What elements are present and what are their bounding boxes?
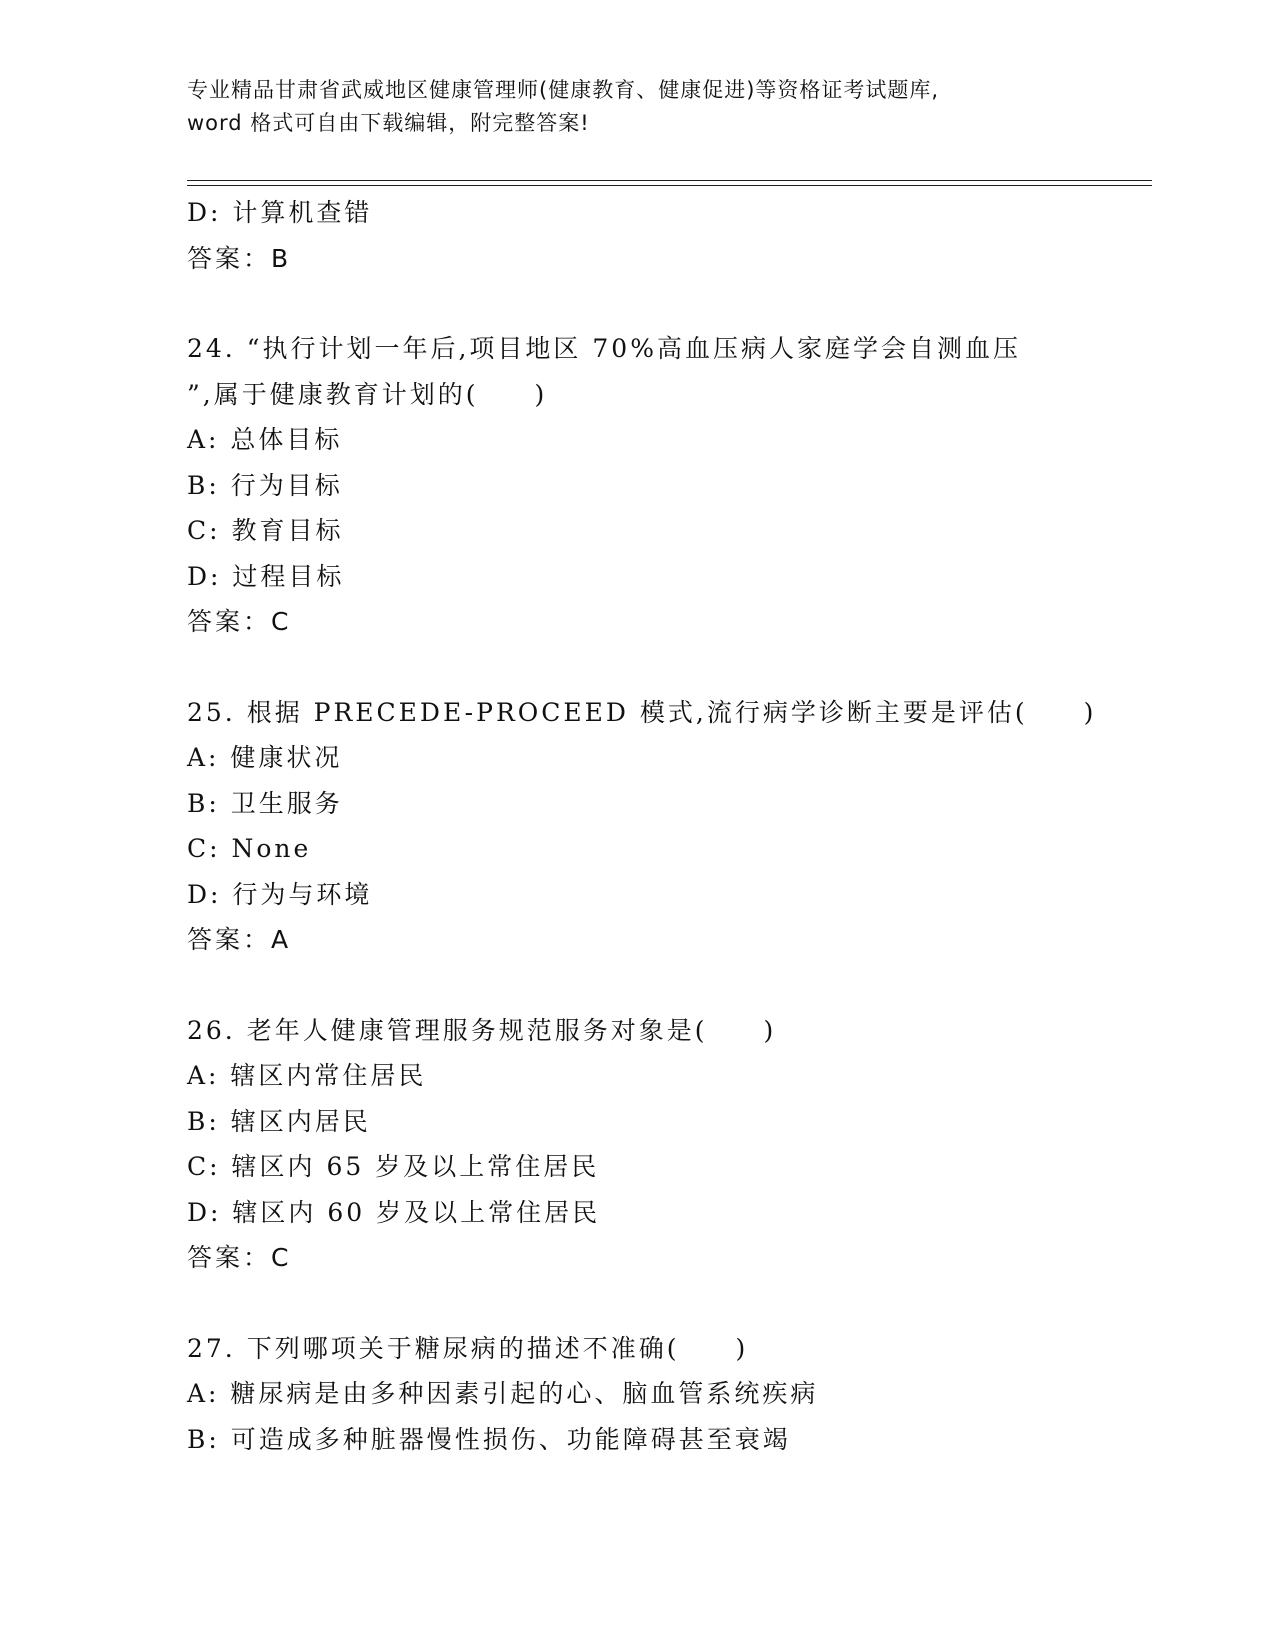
option-a: A: 糖尿病是由多种因素引起的心、脑血管系统疾病 [187,1379,819,1408]
spacer [187,281,1147,326]
header-line-1: 专业精品甘肃省武威地区健康管理师(健康教育、健康促进)等资格证考试题库, [187,78,940,102]
question-block-24 [187,326,1147,645]
spacer [187,645,1147,690]
answer-line: 答案：C [187,1243,292,1272]
option-a: A: 辖区内常住居民 [187,1061,427,1090]
question-block-26 [187,1008,1147,1281]
option-b: B: 卫生服务 [187,788,343,818]
option-d: D: 辖区内 60 岁及以上常住居民 [187,1197,601,1227]
header-divider-bottom [187,185,1152,186]
option-b: B: 行为目标 [187,470,343,500]
question-stem: 25. 根据 PRECEDE-PROCEED 模式,流行病学诊断主要是评估( ) [187,697,1097,727]
header-line-2: word 格式可自由下载编辑，附完整答案! [187,111,590,135]
option-d: D: 计算机查错 [187,198,373,227]
option-d: D: 行为与环境 [187,879,373,909]
answer-line: 答案：A [187,925,292,954]
document-body [187,190,1147,1462]
option-b: B: 可造成多种脏器慢性损伤、功能障碍甚至衰竭 [187,1424,791,1454]
question-block-27 [187,1326,1147,1463]
spacer [187,1281,1147,1326]
question-stem-continued: ”,属于健康教育计划的( ) [187,379,548,409]
option-a: A: 健康状况 [187,743,343,772]
question-stem: 26. 老年人健康管理服务规范服务对象是( ) [187,1015,777,1045]
question-block-23-tail [187,190,1147,281]
document-header [187,74,1087,140]
option-b: B: 辖区内居民 [187,1106,371,1136]
question-block-25 [187,690,1147,963]
answer-line: 答案：C [187,607,292,636]
answer-line: 答案：B [187,243,292,273]
option-c: C: None [187,834,312,863]
spacer [187,963,1147,1008]
option-c: C: 辖区内 65 岁及以上常住居民 [187,1152,600,1181]
option-d: D: 过程目标 [187,561,345,591]
option-c: C: 教育目标 [187,516,344,545]
question-stem: 27. 下列哪项关于糖尿病的描述不准确( ) [187,1333,749,1363]
header-divider-top [187,180,1152,181]
question-stem: 24. “执行计划一年后,项目地区 70%高血压病人家庭学会自测血压 [187,334,1021,363]
option-a: A: 总体目标 [187,425,343,454]
